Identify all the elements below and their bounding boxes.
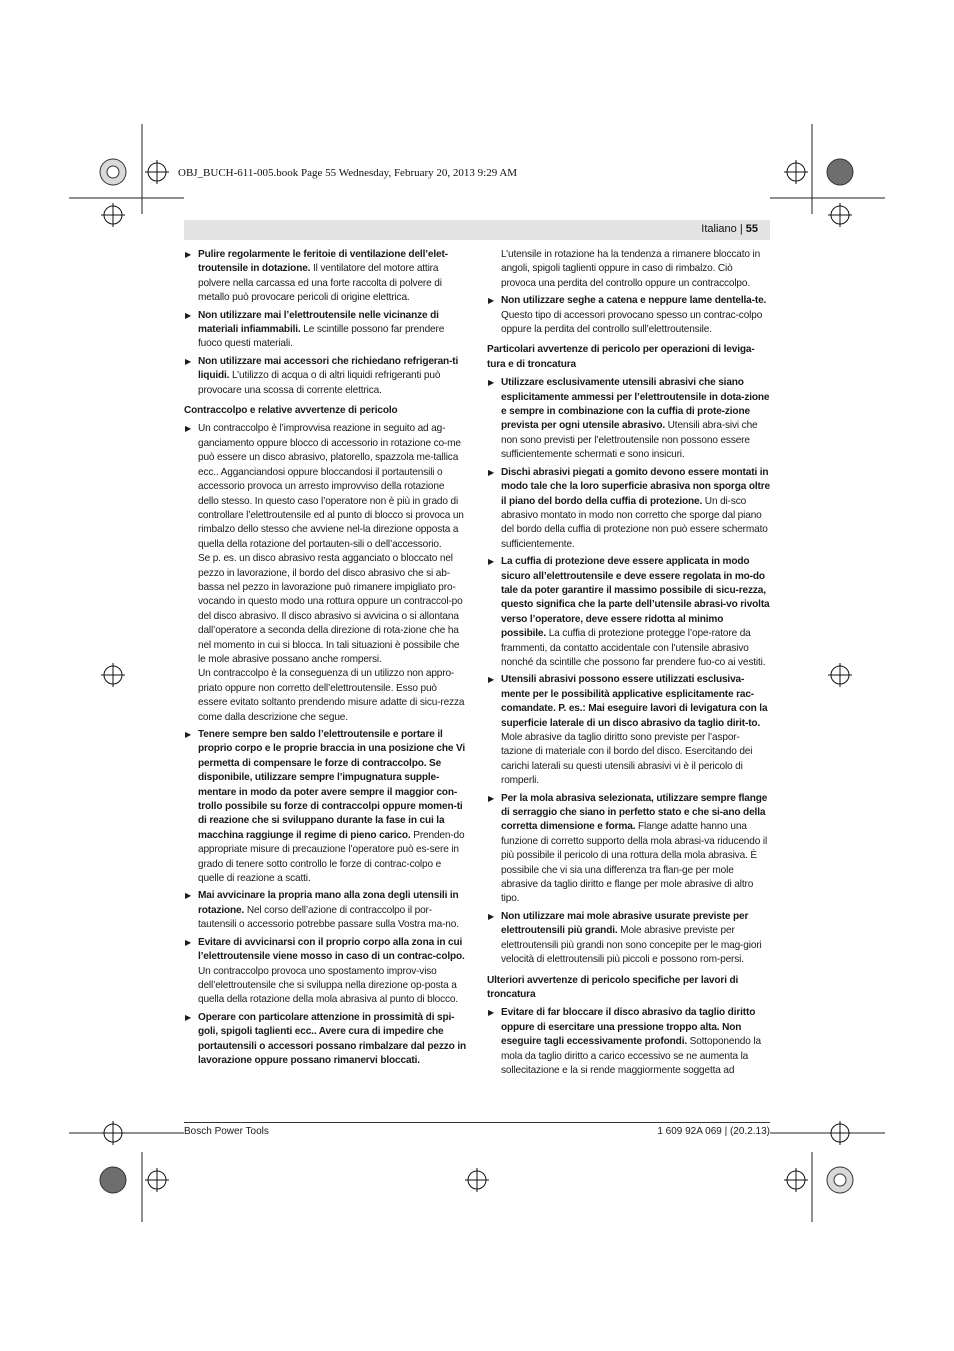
item-text: Mole abrasive previste per elettroutensili più grandi non sono concepite per le mag-giori velocità di elettroutensili più piccoli e possono rom-persi. — [501, 925, 762, 966]
item-text: La cuffia di protezione protegge l’ope-ratore da frammenti, da contatto accidentale con l’utensile abrasivo nonché da scintille che possono far prendere fuo-co ai vestiti. — [501, 628, 766, 668]
bullet-arrow-icon: ▶ — [185, 730, 192, 739]
bullet-arrow-icon: ▶ — [185, 250, 192, 259]
item-text: Questo tipo di accessori provocano spesso un contrac-colpo oppure la perdita del controllo sull’elettroutensile. — [501, 309, 763, 336]
item-text: Un di-sco abrasivo montato in modo non corretto che sporge dal piano del bordo della cuffia di protezione non può essere schermato sufficientemente. — [501, 495, 768, 550]
paragraph: Un contraccolpo è la conseguenza di un utilizzo non appro-priato oppure non corretto dell’elettroutensile. Esso può essere evitato soltanto prendendo misure adatte di sicu-rezza come dalla descrizione che segue. — [198, 668, 465, 723]
bullet-arrow-icon: ▶ — [488, 675, 495, 685]
item-bold: Pulire regolarmente le feritoie di ventilazione dell’elet-troutensile in dotazione. — [198, 249, 448, 275]
item-bold: Non utilizzare seghe a catena e neppure lame dentella-te. — [501, 295, 767, 307]
list-item — [487, 1006, 770, 1078]
item-bold: Dischi abrasivi piegati a gomito devono essere montati in modo tale che la loro superficie abrasiva non sporga oltre il piano del bordo della cuffia di protezione. — [501, 466, 770, 507]
bullet-arrow-icon: ▶ — [488, 557, 495, 567]
item-text: Sottoponendo la mola da taglio diritto a carico eccessivo se ne aumenta la sollecitazione e la si rende maggiormente soggetta ad — [501, 1036, 761, 1076]
list-item — [184, 355, 466, 398]
footer-rule — [184, 1122, 770, 1123]
item-bold: Evitare di avvicinarsi con il proprio corpo alla zona in cui l’elettroutensile viene mosso in caso di un contrac-colpo. — [198, 936, 465, 963]
paragraph: Se p. es. un disco abrasivo resta agganciato o bloccato nel pezzo in lavorazione, il bordo del disco abrasivo che si ab-bassa nel pezzo in lavorazione può rimanere impigliato pro-vocando in questo modo una rottura oppure un contraccol-po del disco abrasivo. Il disco abrasivo si avvicina o si allontana dall’operatore a seconda della direzione di rota-zione che ha nel momento in cui si blocca. In tali situazioni è possibile che le mole abrasive possano anche rompersi. — [198, 553, 463, 665]
item-bold: La cuffia di protezione deve essere applicata in modo sicuro all’elettroutensile e deve essere regolata in mo-do tale da poter garantire il massimo possibile di sicu-rezza, questo significa che la parte dell’utensile abrasi-vo rivolta verso l’operatore, deve essere ridotta al minimo possibile. — [501, 556, 770, 640]
bullet-arrow-icon: ▶ — [185, 356, 192, 366]
item-text: Il ventilatore del motore attira polvere nella carcassa ed una forte raccolta di polvere di metallo può provocare pericoli di origine elettrica. — [198, 263, 442, 304]
section-heading-grinding: Particolari avvertenze di pericolo per operazioni di leviga-tura e di troncatura — [487, 344, 755, 370]
bullet-arrow-icon: ▶ — [488, 467, 495, 477]
item-bold: Non utilizzare mai l’elettroutensile nelle vicinanze di materiali infiammabili. — [198, 309, 439, 336]
item-text: Un contraccolpo provoca uno spostamento improv-viso dell’elettroutensile che si sviluppa nella direzione op-posta a quella della rotazione della mola abrasiva al punto di blocco. — [198, 965, 459, 1006]
bullet-arrow-icon: ▶ — [185, 424, 192, 434]
bullet-arrow-icon: ▶ — [185, 310, 192, 320]
page-header — [184, 220, 770, 240]
item-bold: Mai avvicinare la propria mano alla zona degli utensili in rotazione. — [198, 890, 459, 916]
item-bold: Non utilizzare mai mole abrasive usurate previste per elettroutensili più grandi. — [501, 910, 749, 937]
section-heading-cutting: Ulteriori avvertenze di pericolo specifiche per lavori di troncatura — [487, 974, 739, 1000]
item-bold: Non utilizzare mai accessori che richiedano refrigeran-ti liquidi. — [198, 355, 459, 382]
section-heading-kickback: Contraccolpo e relative avvertenze di pericolo — [184, 405, 398, 417]
item-bold: Utensili abrasivi possono essere utilizzati esclusiva-mente per le possibilità applicative esplicitamente rac-comandate. P. es.: Mai eseguire lavori di levigatura con la superficie laterale di un disco abrasivo da taglio dirit-to. — [501, 674, 768, 729]
list-item — [184, 422, 466, 725]
list-item — [487, 792, 770, 907]
bullet-arrow-icon: ▶ — [185, 1012, 192, 1022]
paragraph: Un contraccolpo è l’improvvisa reazione in seguito ad ag-ganciamento oppure blocco di accessorio in rotazione co-me può essere un disco abrasivo, platorello, spazzola me-tallica ecc.. Agganciandosi oppure bloccandosi il portautensili o accessorio provoca un arresto improvviso della rotazione dello stesso. In questo caso l’operatore non è più in grado di controllare l’elettroutensile ed al punto di blocco si provoca un rimbalzo dello stesso che avviene nel-la direzione opposta a quella della rotazione del portauten-sili o dell’accessorio. — [198, 423, 464, 550]
bullet-arrow-icon: ▶ — [185, 891, 192, 901]
item-text: Mole abrasive da taglio diritto sono previste per l’aspor-tazione di materiale con il bordo del disco. Esercitando dei carichi laterali su questi utensili abrasivi vi è il pericolo di romperli. — [501, 732, 753, 787]
item-bold: Utilizzare esclusivamente utensili abrasivi che siano esplicitamente ammessi per l’elettroutensile in dota-zione e sempre in combinazione con la cuffia di prote-zione prevista per ogni utensile abrasivo. — [501, 377, 770, 432]
list-item — [184, 1011, 466, 1069]
left-column — [184, 248, 466, 1071]
list-item — [184, 309, 466, 352]
item-text: Nel corso dell’azione di contraccolpo il por-tautensili o accessorio potrebbe passare sulla Vostra ma-no. — [198, 904, 459, 931]
list-item — [487, 910, 770, 968]
list-item — [487, 673, 770, 788]
header-text — [701, 223, 758, 235]
list-item — [184, 728, 466, 886]
bullet-arrow-icon: ▶ — [488, 1008, 495, 1018]
list-item — [487, 466, 770, 552]
header-language: Italiano — [701, 223, 737, 235]
list-item — [184, 889, 466, 932]
list-item — [487, 555, 770, 670]
footer-doc-number: 1 609 92A 069 | (20.2.13) — [657, 1126, 770, 1137]
list-item — [487, 376, 770, 462]
continuation-paragraph: L’utensile in rotazione ha la tendenza a rimanere bloccato in angoli, spigoli taglienti oppure in caso di rimbalzo. Ciò provoca una perdita del controllo oppure un contraccolpo. — [501, 249, 761, 289]
item-text: Le scintille possono far prendere fuoco questi materiali. — [198, 324, 445, 350]
bullet-arrow-icon: ▶ — [488, 911, 495, 921]
right-column — [487, 248, 770, 1081]
bullet-arrow-icon: ▶ — [488, 378, 495, 388]
list-item — [487, 294, 770, 337]
page-number: 55 — [745, 223, 758, 235]
item-text: Utensili abra-sivi che non sono previsti per l’elettroutensile non possono essere sufficientemente schermati e sono insicuri. — [501, 420, 758, 461]
header-separator: | — [736, 223, 746, 235]
list-item — [184, 248, 466, 306]
item-text: Prenden-do appropriate misure di precauzione l’operatore può es-sere in grado di tenere sotto controllo le forze di contrac-colpo e quelle di reazione a scatti. — [198, 829, 465, 885]
bullet-arrow-icon: ▶ — [185, 937, 192, 947]
item-text: L’utilizzo di acqua o di altri liquidi refrigeranti può provocare una scossa di corrente elettrica. — [198, 370, 441, 396]
item-bold: Evitare di far bloccare il disco abrasivo da taglio diritto oppure di esercitare una pressione troppo alta. Non eseguire tagli eccessivamente profondi. — [501, 1007, 756, 1048]
item-bold: Per la mola abrasiva selezionata, utilizzare sempre flange di serraggio che siano in perfetto stato e che si-ano della corretta dimensione e forma. — [501, 792, 768, 833]
footer-publisher: Bosch Power Tools — [184, 1126, 269, 1137]
list-item — [184, 936, 466, 1008]
bullet-arrow-icon: ▶ — [488, 793, 495, 803]
item-bold: Operare con particolare attenzione in prossimità di spi-goli, spigoli taglienti ecc.. Avere cura di impedire che portautensili o accessori possano rimbalzare dal pezzo in lavorazione oppure possano rimanervi bloccati. — [198, 1011, 466, 1066]
item-bold: Tenere sempre ben saldo l’elettroutensile e portare il proprio corpo e le proprie braccia in una posizione che Vi permetta di compensare le forze di contraccolpo. Se disponibile, utilizzare sempre l’impugnatura supple-mentare in modo da poter avere sempre il maggior con-trollo possibile su forze di contraccolpi oppure momen-ti di reazione che si sviluppano durante la fase in cui la macchina raggiunge il regime di pieno carico. — [198, 729, 466, 841]
book-slug: OBJ_BUCH-611-005.book Page 55 Wednesday, February 20, 2013 9:29 AM — [178, 167, 518, 179]
item-text: Flange adatte hanno una funzione di corretto supporto della mola abrasi-va riducendo il più possibile il pericolo di una rottura della mola abrasiva. È possibile che vi sia una differenza tra flan-ge per mole abrasive da taglio diritto e flange per mole abrasive di altro tipo. — [501, 821, 768, 905]
bullet-arrow-icon: ▶ — [488, 296, 495, 306]
